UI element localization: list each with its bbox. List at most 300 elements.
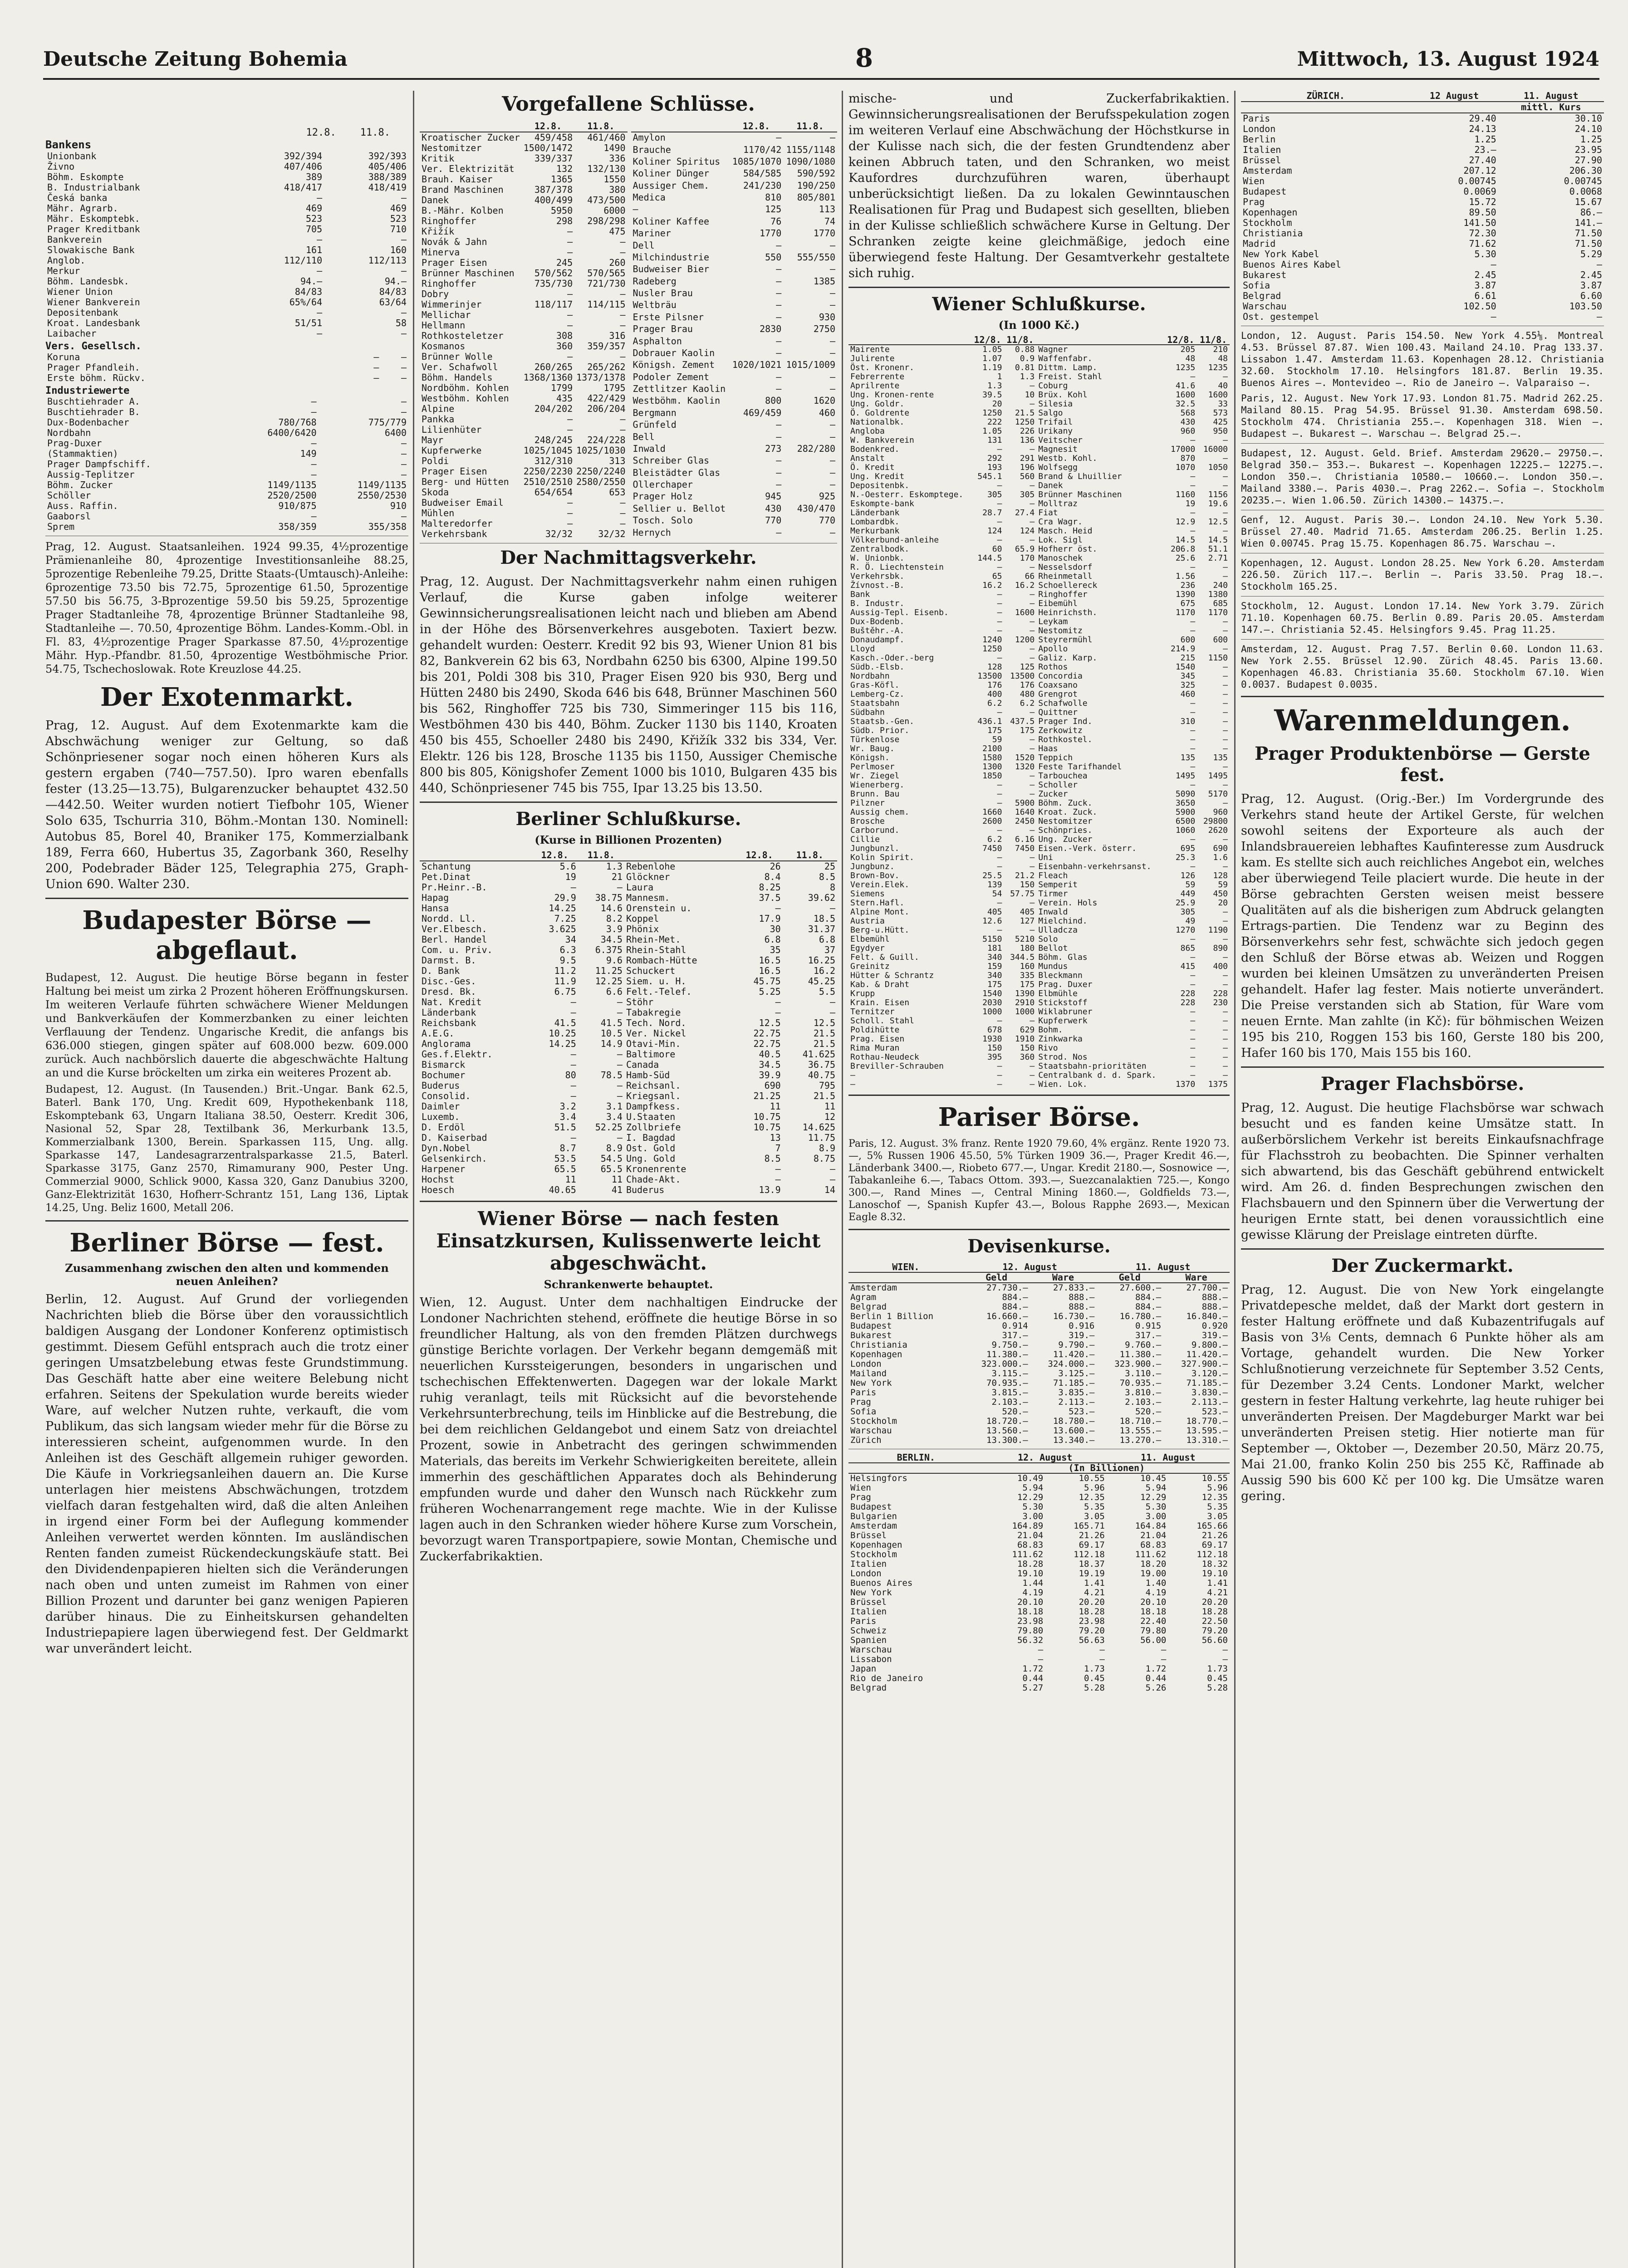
wiener-schluss-cell: 1170 xyxy=(1208,608,1228,617)
wiener-schluss-cell: 545.1 xyxy=(977,472,1002,481)
table-row xyxy=(631,515,838,527)
wiener-schluss-cell: 1240 xyxy=(982,635,1002,645)
berlin-schluss-cell: 26 xyxy=(770,861,781,872)
wiener-schluss-cell: 6.2 xyxy=(987,835,1002,844)
berlin-schluss-cell: Buderus xyxy=(626,1184,665,1195)
schluesse-a-cell: 570/562 xyxy=(534,268,573,279)
table-row xyxy=(45,438,408,449)
table-row xyxy=(420,1080,837,1091)
wiener-schluss-cell: Bohm. xyxy=(1038,1025,1063,1035)
wiener-schluss-cell: Lombardbk. xyxy=(850,517,900,527)
wiener-schluss-cell: 0.81 xyxy=(1015,363,1035,372)
table-row xyxy=(45,318,408,328)
wiener-schluss-cell: Dux-Bodenb. xyxy=(850,617,905,626)
devisen-berlin-cell: 79.20 xyxy=(1079,1626,1105,1636)
wiener-schluss-cell: 59 xyxy=(1218,880,1228,890)
table-row xyxy=(420,1143,837,1154)
wiener-schluss-cell: Magnesit xyxy=(1038,445,1078,454)
wiener-schluss-cell: — xyxy=(1223,372,1228,381)
wiener-schluss-cell: Länderbank xyxy=(850,508,900,518)
industry-cell: — xyxy=(311,459,317,469)
wiener-schluss-cell: Nestomitz xyxy=(1038,626,1083,635)
devisen-wien-cell: 884.— xyxy=(1002,1292,1028,1302)
devisen-wien-cell: Stockholm xyxy=(850,1416,897,1426)
schluesse-b-cell: 1620 xyxy=(813,395,835,406)
devisen-berlin-cell: 19.00 xyxy=(1140,1569,1167,1579)
devisen-berlin-cell: 22.50 xyxy=(1201,1616,1228,1626)
wiener-schluss-cell: Ung. Zucker xyxy=(1038,835,1093,844)
wiener-schluss-cell: 695 xyxy=(1180,844,1196,853)
wiener-schluss-cell: — xyxy=(1190,481,1196,490)
wiener-schluss-cell: Febrerrente xyxy=(850,372,905,381)
devisen-berlin-cell: 20.10 xyxy=(1140,1597,1167,1607)
wiener-schluss-cell: 1370 xyxy=(1175,1080,1196,1089)
schluesse-b-cell: Bergmann xyxy=(633,407,677,418)
table-row xyxy=(848,599,1230,608)
wiener-schluss-cell: 126 xyxy=(1180,871,1196,880)
industry-cell: 6400 xyxy=(384,427,407,438)
berlin-schluss-cell: 8.5 xyxy=(764,1153,781,1164)
wiener-schluss-cell: Mairente xyxy=(850,345,890,354)
table-row xyxy=(848,763,1230,772)
table-row xyxy=(1241,270,1604,280)
schluesse-b-cell: 1770 xyxy=(813,228,835,239)
wiener-schluss-cell: Schönpries. xyxy=(1038,826,1093,835)
schluesse-b-cell: Aussiger Chem. xyxy=(633,180,710,191)
table-row xyxy=(1241,280,1604,291)
wiener-schluss-cell: Bellot xyxy=(1038,943,1068,953)
wiener-schluss-cell: — xyxy=(1030,599,1035,608)
banks-table xyxy=(45,151,408,339)
devisen-berlin-cell: Stockholm xyxy=(850,1549,897,1559)
zurich-cell: 89.50 xyxy=(1469,207,1496,218)
berlin-schluss-cell: 54.5 xyxy=(600,1153,623,1164)
bank-cell: — xyxy=(317,328,323,339)
wiener-schluss-cell: 1520 xyxy=(1015,753,1035,763)
devisen-berlin-cell: 3.00 xyxy=(1022,1511,1044,1521)
devisen-berlin-cell: Brüssel xyxy=(850,1597,887,1607)
wiener-schluss-cell: 437.5 xyxy=(1010,717,1035,726)
table-row xyxy=(420,1185,837,1195)
devisen-berlin-cell: 18.18 xyxy=(1017,1607,1044,1617)
wiener-schluss-cell: Cillie xyxy=(850,835,880,844)
wiener-schluss-cell: Scholl. Stahl xyxy=(850,1016,914,1026)
schluesse-b-cell: — xyxy=(829,371,835,382)
wiener-schluss-cell: Brüx. Kohl xyxy=(1038,390,1088,400)
devisen-wien-cell: 13.600.— xyxy=(1053,1426,1095,1436)
wiener-schluss-cell: — xyxy=(1030,1061,1035,1071)
wiener-schluss-cell: 25.6 xyxy=(1175,553,1196,563)
industry-cell: Nordbahn xyxy=(47,427,91,438)
table-row xyxy=(848,645,1230,654)
wiener-schluss-cell: 21.5 xyxy=(1015,408,1035,418)
wiener-schluss-cell: Eisenbahn-verkehrsanst. xyxy=(1038,862,1152,871)
zurich-cell: 30.10 xyxy=(1574,113,1602,124)
industry-cell: 910/875 xyxy=(278,500,317,511)
wiener-schluss-cell: — xyxy=(1223,735,1228,744)
schluesse-a-cell: 1500/1472 xyxy=(523,142,573,153)
wiener-schluss-cell: Westb. Kohl. xyxy=(1038,454,1098,463)
exoten-text: Prag, 12. August. Auf dem Exotenmarkte kam die Abschwächung weniger zur Geltung, so daß Schönpriesener sogar noch einen höheren Kurs als gestern ergaben (740—757.50). Ipro waren ebenfalls fester (13.25—13.75), Bulgarenzucker behauptet 432.50—442.50. Weiter wurden notiert Tiefbohr 105, Wiener Solo 635, Tschurria 310, Böhm.-Montan 130. Nominell: Autobus 85, Borel 40, Braniker 175, Kommerzialbank 189, Ferra 660, Hubertus 35, Zagorbank 360, Reselhy 200, Podebrader Bäder 125, Telegraphia 275, Graph-Union 690. Walter 230. xyxy=(45,719,408,891)
devisen-berlin-cell: — xyxy=(1161,1654,1167,1664)
devisen-wien-cell: 520.— xyxy=(1002,1407,1028,1417)
schluesse-a-cell: 2580/2550 xyxy=(576,476,626,487)
devisen-wien-cell: 16.730.— xyxy=(1053,1311,1095,1321)
wiener-schluss-cell: Kab. & Draht xyxy=(850,980,910,989)
zurich-cell: Madrid xyxy=(1243,238,1276,249)
produkten-title: Prager Produktenbörse — Gerste fest. xyxy=(1255,743,1590,786)
table-row xyxy=(848,427,1230,436)
berlin-schluss-cell: 1.3 xyxy=(606,861,623,872)
berlin-schluss-cell: Stöhr xyxy=(626,997,654,1007)
wiener-schluss-cell: 2620 xyxy=(1208,826,1228,835)
flachs-text: Prag, 12. August. Die heutige Flachsbörse war schwach besucht und es fanden keine Umsätze statt. In außerbörslichem Verkehr ist bereits Einkaufsnachfrage für Flachsstroh zu beobachten. Die Spinner verhalten sich abwartend, bis das Geschäft gebührend entwickelt wird. Am 26. d. finden Besprechungen zwischen den Flachsbauern und den Spinnern über die Verwertung der heurigen Ernte statt, bei denen voraussichtlich eine gewisse Klärung der Preislage eintreten dürfte. xyxy=(1241,1101,1604,1242)
wiener-schluss-cell: — xyxy=(997,535,1002,545)
table-row xyxy=(420,237,628,247)
insurance-cell: — xyxy=(401,372,407,383)
devisen-berlin-cell: 21.26 xyxy=(1201,1530,1228,1540)
industry-cell: Prager Dampfschiff. xyxy=(47,459,151,469)
wiener-schluss-cell: 340 xyxy=(987,971,1002,980)
devisen-wien-cell: 520.— xyxy=(1135,1407,1162,1417)
table-row xyxy=(45,182,408,193)
table-row xyxy=(1241,145,1604,155)
schluesse-b-cell: Ollerchaper xyxy=(633,479,693,490)
devisen-wien-cell: 9.750.— xyxy=(991,1340,1028,1350)
industry-cell: — xyxy=(401,406,407,417)
wiener-schluss-cell: 12.6 xyxy=(982,916,1002,926)
table-row xyxy=(848,880,1230,890)
table-row xyxy=(45,255,408,266)
zurich-cell: 71.50 xyxy=(1574,238,1602,249)
schluesse-a-cell: 32/32 xyxy=(598,528,626,539)
zurich-cell: 141.50 xyxy=(1463,217,1496,228)
berlin-schluss-cell: 21.25 xyxy=(753,1090,781,1101)
schluesse-b-cell: 555/550 xyxy=(797,251,835,263)
berlin-schluss-cell: 65.5 xyxy=(600,1163,623,1174)
berlin-schluss-cell: Pet.Dinat xyxy=(422,871,471,882)
schluesse-b-cell: — xyxy=(829,132,835,143)
schluesse-b-cell: 805/801 xyxy=(797,192,835,203)
wiener-schluss-cell: 139 xyxy=(987,880,1002,890)
schluesse-a-cell: Ringhoffer xyxy=(422,215,476,226)
table-row xyxy=(848,826,1230,835)
column-1 xyxy=(45,91,408,1660)
table-row xyxy=(848,1350,1230,1359)
schluesse-b-cell: — xyxy=(776,264,782,275)
wien-text: Wien, 12. August. Unter dem nachhaltigen Eindrucke der Londoner Nachrichten stehend, eröffnete die heutige Börse in so freundlicher Haltung, als von den fremden Plätzen durchwegs günstige Berichte vorlagen. Der Verkehr begann demgemäß mit neuerlichen Kurssteigerungen, besonders in ungarischen und tschechischen Effektenwerten. Dagegen war der lokale Markt ruhig veranlagt, teils mit Rücksicht auf die bevorstehende Verkehrsunterbrechung, teils im Hinblicke auf die Bestrebung, die bei dem reichlichen Geldangebot und einem Satz von dreiachtel Prozent, sowie in Anbetracht des geringen schwimmenden Materials, das bereits im Verkehr Schwierigkeiten bereitete, allein immerhin des geschäftlichen Apparates doch als Behinderung empfunden wurde und daher den Wunsch nach Rückkehr zum früheren Wochenarrangement rege machte. Wie in der Kulisse lagen auch in den Schranken wieder höhere Kurse zum Vorschein, bevorzugt waren Transportpapiere, sowie Montan, Chemische und Zuckerfabrikaktien. xyxy=(420,1295,837,1564)
wiener-schluss-cell: 65.9 xyxy=(1015,544,1035,554)
bank-cell: Mähr. Agrarb. xyxy=(47,203,118,214)
berlin-schluss-cell: 16.25 xyxy=(808,955,835,966)
wiener-schluss-cell: Scholler xyxy=(1038,780,1078,790)
insurance-cell: Erste böhm. Rückv. xyxy=(47,372,146,383)
schluesse-b-cell: — xyxy=(829,264,835,275)
berlin-schluss-cell: Dresd. Bk. xyxy=(422,986,476,997)
wiener-schluss-cell: — xyxy=(1190,762,1196,772)
wiener-schluss-cell: — xyxy=(1223,862,1228,871)
table-row xyxy=(848,1321,1230,1331)
wiener-schluss-cell: 215 xyxy=(1180,653,1196,663)
devisen-berlin-cell: 5.94 xyxy=(1145,1483,1167,1493)
wiener-schluss-cell: 5090 xyxy=(1175,789,1196,799)
schluesse-a-cell: 1368/1360 xyxy=(523,372,573,383)
berlin-schluss-cell: — xyxy=(617,1049,623,1060)
industry-cell: 1149/1135 xyxy=(357,479,407,490)
wiener-schluss-cell: Trifail xyxy=(1038,417,1073,427)
wiener-schluss-cell: — xyxy=(1223,798,1228,808)
budapest-text: Budapest, 12. August. Die heutige Börse begann in fester Haltung bei meist um zirka 2 Prozent höheren Eröffnungskursen. Im weiteren Verlaufe führten schwächere Wiener Meldungen und Bankverkäufen der Kommerzbanken zu einer leichten Verflauung der Tendenz. Ungarische Kredit, die anfangs bis 636.000 stiegen, gingen später auf 608.000 bezw. 609.000 zurück. Auch nachbörslich dauerte die abgeschwächte Haltung an und die Kurse bröckelten um zirka ein weiteres Prozent ab. xyxy=(45,971,408,1079)
wiener-schluss-cell: 400 xyxy=(987,689,1002,699)
bank-cell: 523 xyxy=(390,213,407,224)
table-row xyxy=(848,1426,1230,1436)
wiener-schluss-cell: 960 xyxy=(1180,426,1196,436)
table-row xyxy=(848,454,1230,463)
wiener-schluss-cell: 2030 xyxy=(982,998,1002,1007)
devisen-wien-cell: Prag xyxy=(850,1397,871,1407)
wiener-schluss-cell: — xyxy=(1190,862,1196,871)
industry-cell: Dux-Bodenbacher xyxy=(47,417,129,428)
table-row xyxy=(848,690,1230,699)
wiener-schluss-cell: — xyxy=(1223,454,1228,463)
table-row xyxy=(848,572,1230,581)
schluesse-a-cell: — xyxy=(620,309,626,320)
schluesse-a-cell: — xyxy=(620,247,626,258)
devisen-wien-cell: 317.— xyxy=(1002,1330,1028,1340)
table-row xyxy=(848,1617,1230,1626)
wiener-schluss-cell: — xyxy=(1190,1043,1196,1053)
masthead-rule xyxy=(43,78,1599,80)
wiener-schluss-cell: Teppich xyxy=(1038,753,1073,763)
wiener-schluss-cell: Elbemühl xyxy=(850,934,890,944)
wiener-schluss-cell: Eibemühl xyxy=(1038,599,1078,608)
industry-cell: Auss. Raffin. xyxy=(47,500,118,511)
schluesse-a-cell: 653 xyxy=(609,487,626,498)
dev-sub-3: Geld xyxy=(1096,1272,1163,1283)
berlin-schluss-cell: — xyxy=(829,997,835,1007)
wiener-schluss-cell: — xyxy=(1030,862,1035,871)
berlin-schluss-cell: — xyxy=(775,1174,781,1185)
berlin-schluss-cell: Felt.-Telef. xyxy=(626,986,692,997)
table-row xyxy=(848,980,1230,989)
devisen-wien-cell: 523.— xyxy=(1201,1407,1228,1417)
table-row xyxy=(631,491,838,503)
dev-berlin-label: BERLIN. xyxy=(848,1453,984,1463)
table-row xyxy=(420,383,628,393)
berlin-schluss-cell: 31.37 xyxy=(808,924,835,934)
wiener-schluss-cell: — xyxy=(1190,735,1196,744)
schluesse-a-cell: 461/460 xyxy=(587,132,626,143)
schluesse-b-cell: — xyxy=(829,527,835,538)
table-row xyxy=(848,944,1230,953)
devisen-berlin-cell: 0.45 xyxy=(1084,1673,1105,1683)
zurich-cell: 5.29 xyxy=(1580,249,1602,259)
devisen-wien-cell: 323.900.— xyxy=(1114,1359,1162,1369)
table-row xyxy=(848,518,1230,527)
berlin-schluss-cell: 14.25 xyxy=(549,1038,576,1049)
table-row xyxy=(848,1540,1230,1550)
devisen-berlin-cell: 1.73 xyxy=(1084,1664,1105,1674)
schluesse-b-cell: Nusler Brau xyxy=(633,288,693,299)
berlin-schluss-cell: 6.6 xyxy=(606,986,623,997)
berlin-schluss-cell: Nat. Kredit xyxy=(422,997,482,1007)
table-row xyxy=(420,352,628,362)
industry-cell: — xyxy=(401,396,407,407)
berlin-schluss-cell: Koppel xyxy=(626,913,659,924)
devisen-berlin-cell: 18.28 xyxy=(1201,1607,1228,1617)
wiener-schluss-cell: Pilzner xyxy=(850,798,885,808)
wiener-schluss-cell: 210 xyxy=(1213,345,1228,354)
wiener-schluss-cell: Wiklabruner xyxy=(1038,1007,1093,1017)
wien-title: Wiener Börse — nach festen Einsatzkursen, Kulissenwerte leicht abgeschwächt. xyxy=(436,1207,821,1274)
berlin-schluss-cell: 45.75 xyxy=(753,976,781,987)
budapest-text-2: Budapest, 12. August. (In Tausenden.) Brit.-Ungar. Bank 62.5, Baterl. Bank 170, Ung. Kredit 609, Hypothekenbank 118, Eskomptebank 63, Ungarn Italiana 38.50, Oesterr. Kredit 306, Nasional 52, Spar 28, Textilbank 36, Merkurbank 13.5, Kommerzialbank 1300, Berein. Sparkassen 115, Ung. allg. Sparkasse 147, Landesagrarzentralsparkasse 21.5, Baterl. Sparkasse 3175, Ganz 2570, Rimamurany 900, Pester Ung. Commerzial 9000, Schlick 9000, Kassa 320, Ganz Danubius 3200, Ganz-Elektrizität 1630, Hofherr-Schrantz 151, Lang 136, Liptak 14.25, Ung. Beliz 1600, Metall 206. xyxy=(45,1084,408,1214)
wiener-schluss-cell: 292 xyxy=(987,454,1002,463)
schluesse-b-cell: Radeberg xyxy=(633,275,677,287)
schluesse-a-cell: 1373/1378 xyxy=(576,372,626,383)
devisen-wien-cell: 27.600.— xyxy=(1119,1283,1162,1293)
zurich-cell: 2.45 xyxy=(1580,269,1602,280)
table-row xyxy=(848,744,1230,753)
devisen-berlin-cell: 56.00 xyxy=(1140,1635,1167,1645)
zurich-cell: 71.50 xyxy=(1574,228,1602,239)
table-row xyxy=(848,581,1230,590)
table-row xyxy=(45,203,408,214)
schluesse-a-cell: 2250/2230 xyxy=(523,466,573,477)
schluesse-b-cell: 125 xyxy=(765,204,782,215)
zurich-cell: Bukarest xyxy=(1243,269,1287,280)
wiener-schluss-cell: 1.07 xyxy=(982,354,1002,363)
wiener-schluss-cell: 19 xyxy=(1185,499,1196,508)
table-row xyxy=(420,1018,837,1028)
schluesse-b-cell: 800 xyxy=(765,395,782,406)
berlin-schluss-cell: Ung. Gold xyxy=(626,1153,676,1164)
berlin-schluss-cell: 8.7 xyxy=(559,1143,576,1154)
wiener-schluss-cell: Nesselsdorf xyxy=(1038,562,1093,572)
wiener-schluss-cell: — xyxy=(1190,626,1196,635)
berlin-schluss-cell: 3.2 xyxy=(559,1101,576,1112)
schluesse-a-cell: Malteredorfer xyxy=(422,518,493,529)
table-row xyxy=(1241,134,1604,145)
industry-cell: — xyxy=(401,459,407,469)
berlin-schluss-cell: 19 xyxy=(565,871,576,882)
berlin-schluss-cell: Anglorama xyxy=(422,1038,471,1049)
berlin-schluss-cell: I. Bagdad xyxy=(626,1132,676,1143)
wiener-schluss-cell: — xyxy=(997,608,1002,617)
wiener-schluss-cell: Ulladcza xyxy=(1038,925,1078,935)
insurance-cell: Prager Pfandleih. xyxy=(47,362,140,373)
devisen-berlin-cell: 18.18 xyxy=(1140,1607,1167,1617)
schluesse-a-cell: 313 xyxy=(609,455,626,466)
berlin-schluss-cell: Dampfkess. xyxy=(626,1101,681,1112)
schluesse-b-cell: — xyxy=(829,299,835,311)
wiener-schluss-cell: Eskompte-bank xyxy=(850,499,914,508)
devisen-berlin-cell: Kopenhagen xyxy=(850,1540,902,1550)
table-row xyxy=(631,455,838,467)
wiener-schluss-cell: 1320 xyxy=(1015,762,1035,772)
devisen-wien-cell: 0.916 xyxy=(1069,1321,1095,1331)
wiener-schluss-cell: 690 xyxy=(1213,844,1228,853)
berlin-schluss-cell: 21 xyxy=(611,871,623,882)
industry-cell: Buschtiehrader A. xyxy=(47,396,140,407)
schluesse-b-cell: 282/280 xyxy=(797,443,835,454)
schluesse-b-cell: 430/470 xyxy=(797,503,835,514)
table-row xyxy=(45,224,408,235)
wiener-schluss-cell: — xyxy=(1190,472,1196,481)
schluesse-b-cell: 770 xyxy=(765,515,782,526)
devisen-berlin-cell: — xyxy=(1222,1654,1228,1664)
schluesse-a-cell: 298/298 xyxy=(587,215,626,226)
wiener-schluss-cell: 305 xyxy=(987,490,1002,499)
wiener-schluss-cell: Zerkowitz xyxy=(1038,726,1083,735)
schluesse-a-cell: 387/378 xyxy=(534,184,573,195)
table-row xyxy=(420,1112,837,1122)
devisen-wien-cell: 16.840.— xyxy=(1186,1311,1228,1321)
zurich-cell: 24.13 xyxy=(1469,123,1496,134)
wiener-schluss-cell: Angloba xyxy=(850,426,885,436)
wiener-schluss-cell: 1.56 xyxy=(1175,572,1196,581)
table-row xyxy=(420,174,628,185)
table-row xyxy=(420,393,628,404)
wiener-schluss-cell: — xyxy=(997,1070,1002,1080)
schluesse-b-cell: — xyxy=(829,335,835,347)
table-row xyxy=(420,1133,837,1143)
bank-cell: — xyxy=(317,234,323,245)
devisen-berlin-cell: 0.45 xyxy=(1207,1673,1228,1683)
schluesse-a-cell: Prager Eisen xyxy=(422,257,487,268)
table-row xyxy=(848,1071,1230,1080)
wiener-schluss-cell: 344.5 xyxy=(1010,953,1035,962)
bank-cell: 523 xyxy=(306,213,323,224)
zurich-cell: 6.61 xyxy=(1474,290,1496,301)
bank-cell: Bankverein xyxy=(47,234,102,245)
bank-cell: Laibacher xyxy=(47,328,97,339)
berlin-schluss-cell: — xyxy=(617,1080,623,1091)
wiener-schluss-cell: 236 xyxy=(1180,581,1196,590)
wiener-schluss-cell: — xyxy=(1223,1052,1228,1062)
devisen-berlin-cell: 23.98 xyxy=(1017,1616,1044,1626)
wiener-schluss-cell: Lok. Sigl xyxy=(1038,535,1083,545)
devisen-berlin-cell: 68.83 xyxy=(1140,1540,1167,1550)
schluesse-b-cell: Brauche xyxy=(633,144,671,155)
table-row xyxy=(45,235,408,245)
devisen-wien-cell: 523.— xyxy=(1069,1407,1095,1417)
berlin-schluss-cell: 14.25 xyxy=(549,903,576,914)
schluesse-b-cell: Asphalton xyxy=(633,335,682,347)
berlin-schluss-cell: 14.9 xyxy=(600,1038,623,1049)
table-row xyxy=(420,955,837,966)
berlin-schluss-cell: Pr.Heinr.-B. xyxy=(422,882,487,893)
wiener-schluss-cell: 5900 xyxy=(1175,807,1196,817)
berlin-schluss-cell: 3.625 xyxy=(549,924,576,934)
devisen-berlin-cell: 164.84 xyxy=(1135,1521,1167,1531)
schluesse-a-cell: 2250/2240 xyxy=(576,466,626,477)
devisen-berlin-cell: 79.80 xyxy=(1017,1626,1044,1636)
industry-cell: — xyxy=(311,406,317,417)
schluesse-a-cell: 1025/1045 xyxy=(523,445,573,456)
zucker-text: Prag, 12. August. Die von New York eingelangte Privatdepesche meldet, daß der Markt dort gestern in fester Haltung eröffnete und daß Kubazentrifugals auf Basis von 3⅛ Cents, demnach 6 Punkte höher als am Vortage, gehandelt wurden. Die New Yorker Schlußnotierung verzeichnete für September 3.52 Cents, für Dezember 3.24 Cents. Londoner Markt, welcher gestern in fester Haltung verkehrte, lag heute ruhiger bei unveränderten Preisen. Der Magdeburger Markt war bei unveränderten Preisen stetig. Hier notierte man für September —, Oktober —, Dezember 20.50, März 20.75, Mai 21.00, franko Kolin 250 bis 255 Kč, Raffinade ab Aussig 590 bis 600 Kč per 100 kg. Die Umsätze waren gering. xyxy=(1241,1283,1604,1503)
table-row xyxy=(420,414,628,425)
table-row xyxy=(848,799,1230,808)
wsk-hdr-1: 12/8. xyxy=(971,335,1004,345)
devisen-berlin-cell: 23.98 xyxy=(1079,1616,1105,1626)
table-row xyxy=(45,193,408,203)
wiener-schluss-cell: Heinrichsth. xyxy=(1038,608,1098,617)
wiener-schluss-cell: 17000 xyxy=(1170,445,1196,454)
wiener-schluss-cell: 124 xyxy=(1020,526,1035,536)
table-row xyxy=(848,998,1230,1007)
wiener-schluss-cell: Steyrermühl xyxy=(1038,635,1093,645)
